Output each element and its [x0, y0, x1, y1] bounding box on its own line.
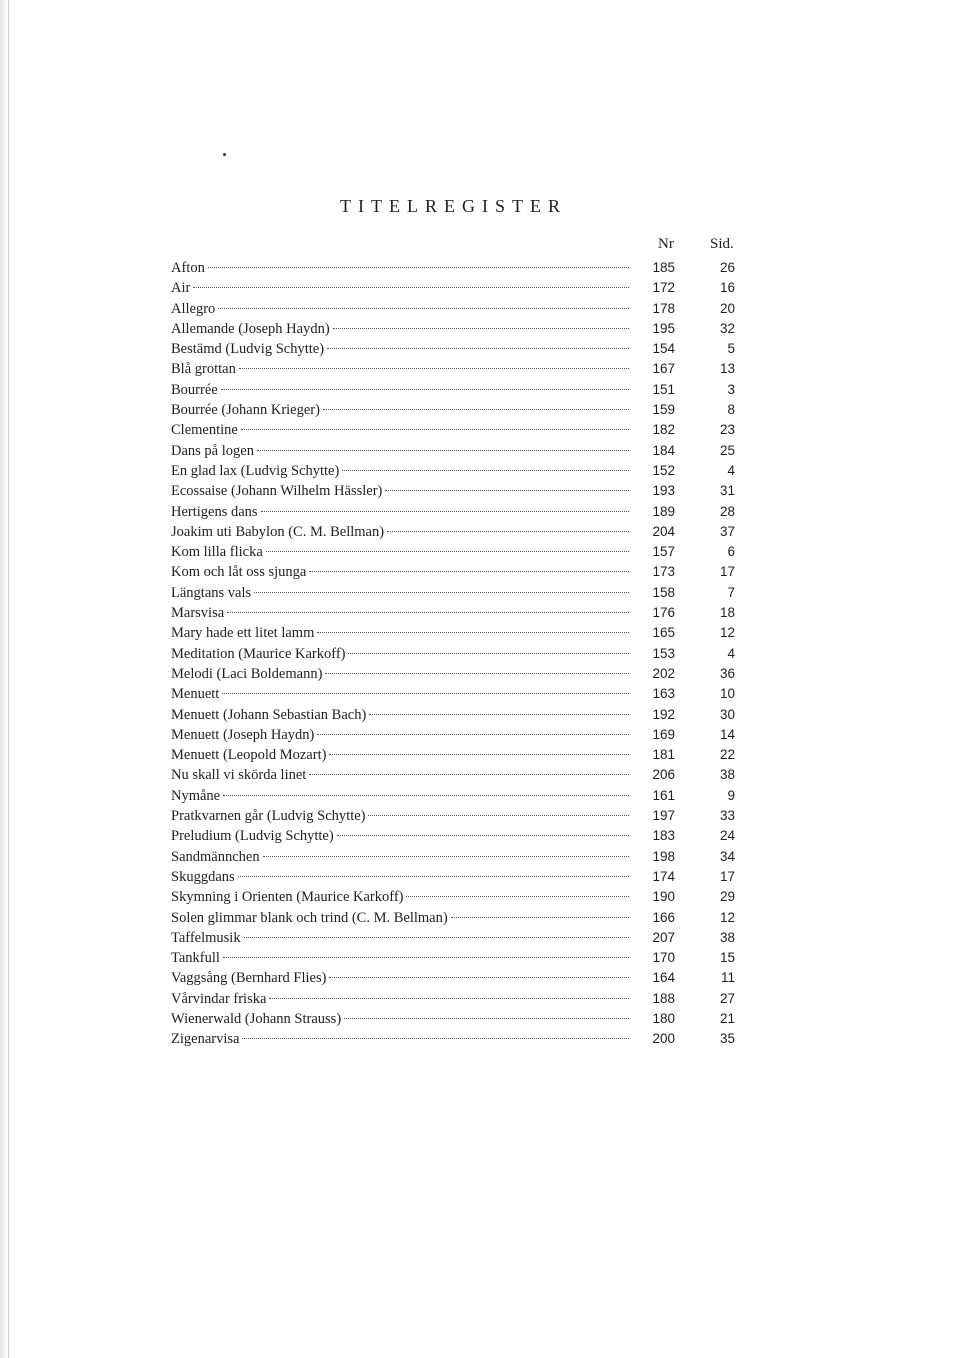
dot-leader: [348, 653, 629, 654]
index-row: [171, 1029, 741, 1049]
dot-leader: [261, 511, 629, 512]
dot-leader: [223, 795, 629, 796]
index-row: [171, 359, 741, 379]
index-row: [171, 461, 741, 481]
entry-number: 183: [652, 828, 675, 844]
entry-number: 173: [652, 564, 675, 580]
entry-number: 167: [652, 361, 675, 377]
entry-page: 18: [719, 605, 735, 621]
entry-page: 32: [719, 320, 735, 336]
entry-title: Preludium (Ludvig Schytte): [171, 828, 334, 845]
entry-number: 172: [652, 280, 675, 296]
entry-number: 166: [652, 909, 675, 925]
index-row: [171, 887, 741, 907]
entry-number: 193: [652, 483, 675, 499]
dot-leader: [208, 267, 629, 268]
entry-page: 25: [719, 442, 735, 458]
entry-page: 29: [719, 889, 735, 905]
entry-title: Pratkvarnen går (Ludvig Schytte): [171, 808, 366, 825]
entry-title: Afton: [171, 260, 205, 276]
entry-title: Vårvindar friska: [171, 990, 267, 1007]
entry-number: 197: [652, 808, 675, 824]
index-row: [171, 989, 741, 1009]
page-title: TITELREGISTER: [340, 196, 567, 216]
dot-leader: [317, 632, 629, 633]
entry-number: 164: [652, 970, 675, 986]
entry-title: Menuett (Johann Sebastian Bach): [171, 706, 367, 723]
dot-leader: [451, 917, 629, 918]
dot-leader: [323, 409, 629, 410]
dot-leader: [344, 1018, 629, 1019]
index-row: [171, 319, 741, 339]
index-row: [171, 562, 741, 582]
entry-title: Kom lilla flicka: [171, 544, 263, 561]
dot-leader: [369, 714, 629, 715]
page-edge-line: [8, 0, 9, 1358]
dot-leader: [269, 998, 629, 999]
entry-number: 163: [652, 686, 675, 702]
dot-leader: [266, 551, 629, 552]
index-row: [171, 847, 741, 867]
entry-page: 16: [719, 280, 735, 296]
entry-number: 174: [652, 868, 675, 884]
dot-leader: [406, 896, 629, 897]
entry-number: 192: [652, 706, 675, 722]
entry-number: 182: [652, 422, 675, 438]
dot-leader: [222, 693, 629, 694]
entry-number: 200: [652, 1031, 675, 1047]
index-row: [171, 786, 741, 806]
entry-number: 170: [652, 950, 675, 966]
dot-leader: [239, 368, 629, 369]
dot-leader: [333, 328, 629, 329]
entry-number: 195: [652, 320, 675, 336]
index-row: [171, 705, 741, 725]
entry-title: Hertigens dans: [171, 503, 258, 520]
index-row: [171, 968, 741, 988]
entry-page: 10: [719, 686, 735, 702]
entry-number: 151: [652, 381, 675, 397]
dot-leader: [309, 571, 629, 572]
entry-page: 38: [719, 929, 735, 945]
entry-title: Taffelmusik: [171, 929, 241, 946]
column-header-sid: Sid.: [710, 236, 734, 252]
entry-title: Tankfull: [171, 950, 220, 967]
dot-leader: [242, 1038, 629, 1039]
dot-leader: [342, 470, 629, 471]
dot-leader: [263, 856, 629, 857]
entry-title: Allemande (Joseph Haydn): [171, 320, 330, 337]
entry-title: Kom och låt oss sjunga: [171, 564, 307, 581]
entry-page: 20: [719, 300, 735, 316]
entry-page: 11: [720, 970, 735, 986]
entry-number: 180: [652, 1010, 675, 1026]
entry-title: Menuett: [171, 686, 220, 703]
entry-title: Längtans vals: [171, 584, 252, 601]
entry-page: 24: [719, 828, 735, 844]
index-row: [171, 908, 741, 928]
entry-page: 5: [727, 341, 735, 357]
entry-page: 4: [727, 645, 735, 661]
dot-leader: [221, 389, 629, 390]
entry-number: 204: [652, 523, 675, 539]
index-row: [171, 502, 741, 522]
entry-title: Bourrée (Johann Krieger): [171, 402, 320, 419]
index-row: [171, 299, 741, 319]
index-row: [171, 765, 741, 785]
entry-page: 15: [719, 950, 735, 966]
title-index-list: [171, 258, 741, 1050]
entry-page: 17: [719, 564, 735, 580]
entry-page: 17: [719, 868, 735, 884]
entry-number: 152: [652, 462, 675, 478]
entry-title: Nymåne: [171, 787, 221, 804]
entry-number: 154: [652, 341, 675, 357]
index-row: [171, 522, 741, 542]
entry-page: 26: [719, 260, 735, 275]
entry-title: Menuett (Joseph Haydn): [171, 726, 315, 743]
dot-leader: [329, 754, 629, 755]
entry-number: 176: [652, 605, 675, 621]
dot-leader: [223, 957, 629, 958]
entry-number: 161: [652, 787, 675, 803]
index-row: [171, 583, 741, 603]
entry-number: 184: [652, 442, 675, 458]
entry-number: 185: [652, 260, 675, 275]
entry-title: Bourrée: [171, 381, 218, 398]
entry-page: 28: [719, 503, 735, 519]
entry-page: 38: [719, 767, 735, 783]
entry-number: 158: [652, 584, 675, 600]
index-row: [171, 867, 741, 887]
entry-title: Meditation (Maurice Karkoff): [171, 645, 346, 662]
entry-number: 206: [652, 767, 675, 783]
dot-leader: [241, 429, 629, 430]
entry-number: 178: [652, 300, 675, 316]
entry-page: 33: [719, 808, 735, 824]
index-row: [171, 481, 741, 501]
entry-number: 153: [652, 645, 675, 661]
dot-leader: [257, 450, 629, 451]
entry-page: 34: [719, 848, 735, 864]
index-row: [171, 826, 741, 846]
index-row: [171, 1009, 741, 1029]
entry-number: 169: [652, 726, 675, 742]
entry-title: Vaggsång (Bernhard Flies): [171, 970, 327, 987]
entry-page: 13: [719, 361, 735, 377]
dot-leader: [244, 937, 629, 938]
dot-leader: [329, 977, 629, 978]
index-row: [171, 928, 741, 948]
entry-title: Zigenarvisa: [171, 1031, 240, 1048]
dot-leader: [227, 612, 629, 613]
dot-leader: [193, 287, 629, 288]
entry-page: 30: [719, 706, 735, 722]
entry-title: Bestämd (Ludvig Schytte): [171, 341, 325, 358]
entry-number: 202: [652, 665, 675, 681]
entry-title: Solen glimmar blank och trind (C. M. Bellman): [171, 909, 448, 926]
entry-number: 165: [652, 625, 675, 641]
dot-leader: [385, 490, 629, 491]
entry-title: En glad lax (Ludvig Schytte): [171, 462, 340, 479]
index-row: [171, 420, 741, 440]
entry-page: 21: [719, 1010, 735, 1026]
index-row: [171, 339, 741, 359]
entry-page: 37: [719, 523, 735, 539]
entry-number: 181: [652, 747, 675, 763]
dot-leader: [309, 774, 629, 775]
entry-page: 22: [719, 747, 735, 763]
entry-title: Mary hade ett litet lamm: [171, 625, 315, 642]
entry-page: 31: [719, 483, 735, 499]
entry-number: 198: [652, 848, 675, 864]
dot-leader: [327, 348, 629, 349]
entry-number: 157: [652, 544, 675, 560]
entry-page: 23: [719, 422, 735, 438]
entry-title: Skuggdans: [171, 868, 235, 885]
dot-leader: [317, 734, 629, 735]
index-row: [171, 258, 741, 278]
index-row: [171, 664, 741, 684]
ink-speck: [223, 153, 226, 156]
dot-leader: [387, 531, 629, 532]
entry-title: Wienerwald (Johann Strauss): [171, 1010, 342, 1027]
entry-page: 12: [719, 909, 735, 925]
column-header-nr: Nr: [658, 236, 674, 252]
entry-title: Marsvisa: [171, 605, 225, 622]
entry-page: 4: [727, 462, 735, 478]
index-row: [171, 441, 741, 461]
dot-leader: [368, 815, 629, 816]
index-row: [171, 623, 741, 643]
dot-leader: [325, 673, 629, 674]
dot-leader: [337, 835, 629, 836]
dot-leader: [254, 592, 629, 593]
entry-title: Melodi (Laci Boldemann): [171, 665, 323, 682]
entry-page: 3: [727, 381, 735, 397]
index-row: [171, 745, 741, 765]
entry-title: Nu skall vi skörda linet: [171, 767, 307, 784]
index-row: [171, 542, 741, 562]
index-row: [171, 948, 741, 968]
entry-number: 159: [652, 402, 675, 418]
entry-title: Joakim uti Babylon (C. M. Bellman): [171, 523, 385, 540]
index-row: [171, 400, 741, 420]
entry-title: Sandmännchen: [171, 848, 260, 865]
entry-title: Allegro: [171, 300, 216, 317]
entry-page: 9: [727, 787, 735, 803]
entry-page: 35: [719, 1031, 735, 1047]
dot-leader: [218, 308, 629, 309]
entry-page: 14: [719, 726, 735, 742]
index-row: [171, 644, 741, 664]
index-row: [171, 684, 741, 704]
entry-page: 8: [727, 402, 735, 418]
entry-title: Dans på logen: [171, 442, 254, 459]
entry-number: 188: [652, 990, 675, 1006]
index-row: [171, 603, 741, 623]
entry-page: 12: [719, 625, 735, 641]
entry-title: Ecossaise (Johann Wilhelm Hässler): [171, 483, 383, 500]
entry-title: Skymning i Orienten (Maurice Karkoff): [171, 889, 404, 906]
entry-page: 7: [727, 584, 735, 600]
entry-title: Menuett (Leopold Mozart): [171, 747, 327, 764]
entry-page: 27: [719, 990, 735, 1006]
entry-title: Clementine: [171, 422, 238, 439]
entry-number: 189: [652, 503, 675, 519]
index-row: [171, 380, 741, 400]
entry-title: Blå grottan: [171, 361, 236, 378]
entry-title: Air: [171, 280, 191, 297]
index-row: [171, 278, 741, 298]
index-row: [171, 806, 741, 826]
entry-page: 36: [719, 665, 735, 681]
entry-page: 6: [727, 544, 735, 560]
dot-leader: [238, 876, 629, 877]
entry-number: 207: [652, 929, 675, 945]
entry-number: 190: [652, 889, 675, 905]
index-row: [171, 725, 741, 745]
